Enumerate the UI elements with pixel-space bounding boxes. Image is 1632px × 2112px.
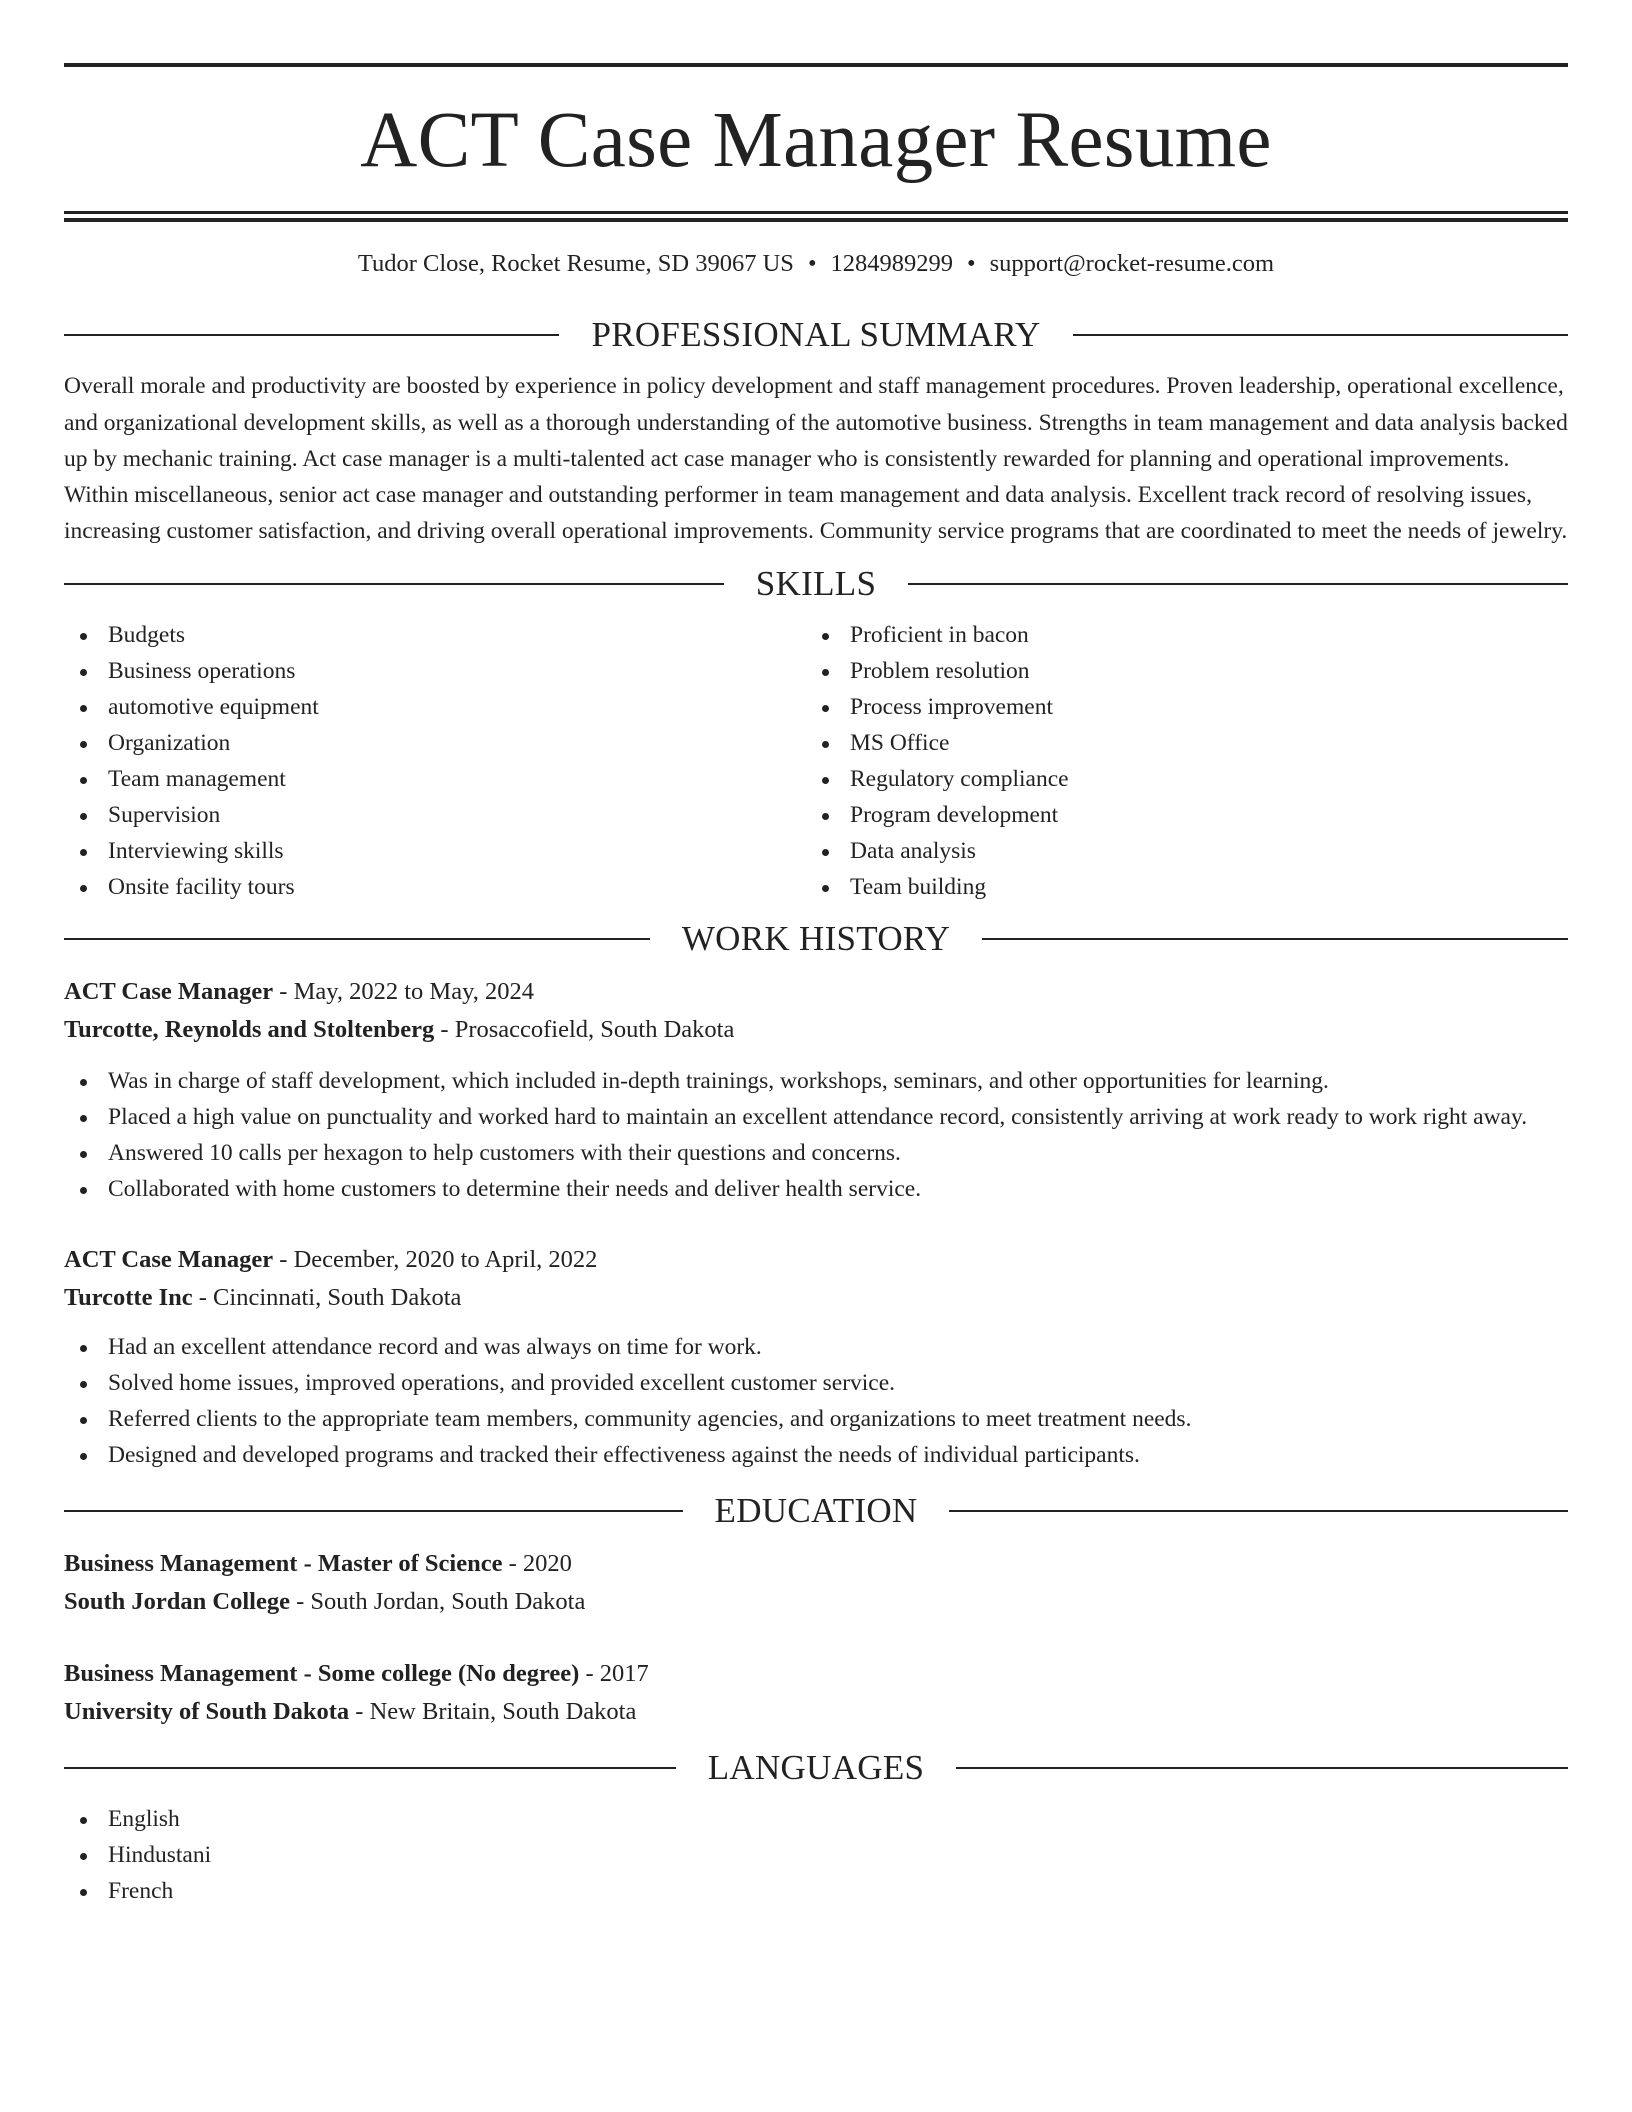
job-duty: Placed a high value on punctuality and worked hard to maintain an excellent attendance record, consistently arriving at work ready to work right away. [64,1099,1568,1135]
job-company: Turcotte, Reynolds and Stoltenberg [64,1016,435,1044]
education-year: 2017 [599,1660,649,1688]
job-duty: Collaborated with home customers to determine their needs and deliver health service. [64,1171,1568,1207]
skill-item: MS Office [806,725,1568,761]
heading-rule [949,1510,1568,1512]
education-school-line [64,1693,1568,1731]
contact-separator: • [967,250,976,277]
job-company-line [64,1279,1568,1317]
education-heading-label: EDUCATION [714,1491,918,1531]
job-dates: May, 2022 to May, 2024 [293,978,535,1006]
language-item: French [64,1873,1568,1909]
education-heading [64,1491,1568,1531]
dash-separator: - [273,1246,294,1274]
skill-item: Data analysis [806,833,1568,869]
job-duty: Answered 10 calls per hexagon to help customers with their questions and concerns. [64,1135,1568,1171]
skill-item: Supervision [64,797,806,833]
summary-heading-label: PROFESSIONAL SUMMARY [591,315,1041,355]
languages-heading [64,1748,1568,1788]
heading-rule [64,938,650,940]
language-item: English [64,1801,1568,1837]
skill-item: Team building [806,869,1568,905]
skill-item: Team management [64,761,806,797]
language-item: Hindustani [64,1837,1568,1873]
heading-rule [64,334,559,336]
dash-separator: - [579,1660,600,1688]
contact-phone: 1284989299 [830,250,954,277]
heading-rule [64,1767,676,1769]
job-duty: Designed and developed programs and tracked their effectiveness against the needs of individual participants. [64,1437,1568,1473]
education-school-line [64,1583,1568,1621]
skill-item: Organization [64,725,806,761]
dash-separator: - [289,1588,311,1616]
dash-separator: - [349,1698,370,1726]
job-duty: Solved home issues, improved operations, and provided excellent customer service. [64,1365,1568,1401]
languages-heading-label: LANGUAGES [707,1748,925,1788]
contact-separator: • [807,250,817,277]
contact-email: support@rocket-resume.com [989,250,1275,277]
education-degree: Business Management - Master of Science [64,1550,503,1578]
summary-text: Overall morale and productivity are boosted by experience in policy development and staff management procedures. Proven leadership, operational excellence, and organizational development skills, as well as a thorough understanding of the automotive business. Strengths in team management and data analysis backed up by mechanic training. Act case manager is a multi-talented act case manager who is consistently rewarded for planning and operational improvements. Within miscellaneous, senior act case manager and outstanding performer in team management and data analysis. Excellent track record of resolving issues, increasing customer satisfaction, and driving overall operational improvements. Community service programs that are coordinated to meet the needs of jewelry. [64,373,1568,545]
dash-separator: - [434,1016,455,1044]
education-degree-line [64,1655,1568,1693]
skill-item: automotive equipment [64,689,806,725]
skill-item: Proficient in bacon [806,617,1568,653]
skill-item: Business operations [64,653,806,689]
contact-address: Tudor Close, Rocket Resume, SD 39067 US [357,250,794,277]
skill-item: Onsite facility tours [64,869,806,905]
heading-rule [64,583,724,585]
job-title: ACT Case Manager [64,1246,274,1274]
resume-title: ACT Case Manager Resume [360,97,1272,184]
education-entry [64,1545,1568,1621]
heading-rule [956,1767,1568,1769]
skill-item: Budgets [64,617,806,653]
education-location: New Britain, South Dakota [369,1698,637,1726]
job-duties [64,1063,1568,1207]
job-dates: December, 2020 to April, 2022 [293,1246,598,1274]
work-heading-label: WORK HISTORY [681,919,951,959]
contact-line [64,249,1568,278]
skill-item: Interviewing skills [64,833,806,869]
heading-rule [1073,334,1568,336]
languages-list [64,1801,1568,1909]
skill-item: Regulatory compliance [806,761,1568,797]
skills-column-right [806,617,1568,905]
education-entry [64,1655,1568,1731]
title-double-rule [64,211,1568,222]
job-company-line [64,1011,1568,1049]
heading-rule [908,583,1568,585]
education-school: South Jordan College [64,1588,290,1616]
skill-item: Problem resolution [806,653,1568,689]
dash-separator: - [273,978,294,1006]
skills-list [64,617,1568,905]
work-heading [64,919,1568,959]
education-location: South Jordan, South Dakota [310,1588,586,1616]
job-entry [64,973,1568,1207]
heading-rule [64,1510,683,1512]
job-company: Turcotte Inc [64,1284,193,1312]
job-location: Prosaccofield, South Dakota [454,1016,735,1044]
job-duty: Referred clients to the appropriate team members, community agencies, and organizations to meet treatment needs. [64,1401,1568,1437]
job-location: Cincinnati, South Dakota [213,1284,462,1312]
education-year: 2020 [522,1550,572,1578]
top-rule [64,63,1568,67]
skills-column-left [64,617,806,905]
skill-item: Process improvement [806,689,1568,725]
dash-separator: - [192,1284,214,1312]
job-duty: Was in charge of staff development, which included in-depth trainings, workshops, seminars, and other opportunities for learning. [64,1063,1568,1099]
skill-item: Program development [806,797,1568,833]
skills-heading-label: SKILLS [755,564,877,604]
job-duties [64,1329,1568,1473]
skills-heading [64,564,1568,604]
education-degree: Business Management - Some college (No degree) [64,1660,580,1688]
job-title: ACT Case Manager [64,978,274,1006]
education-degree-line [64,1545,1568,1583]
education-school: University of South Dakota [64,1698,350,1726]
summary-heading [64,315,1568,355]
heading-rule [982,938,1568,940]
job-title-line [64,973,1568,1011]
job-title-line [64,1241,1568,1279]
job-duty: Had an excellent attendance record and was always on time for work. [64,1329,1568,1365]
dash-separator: - [502,1550,523,1578]
job-entry [64,1241,1568,1473]
